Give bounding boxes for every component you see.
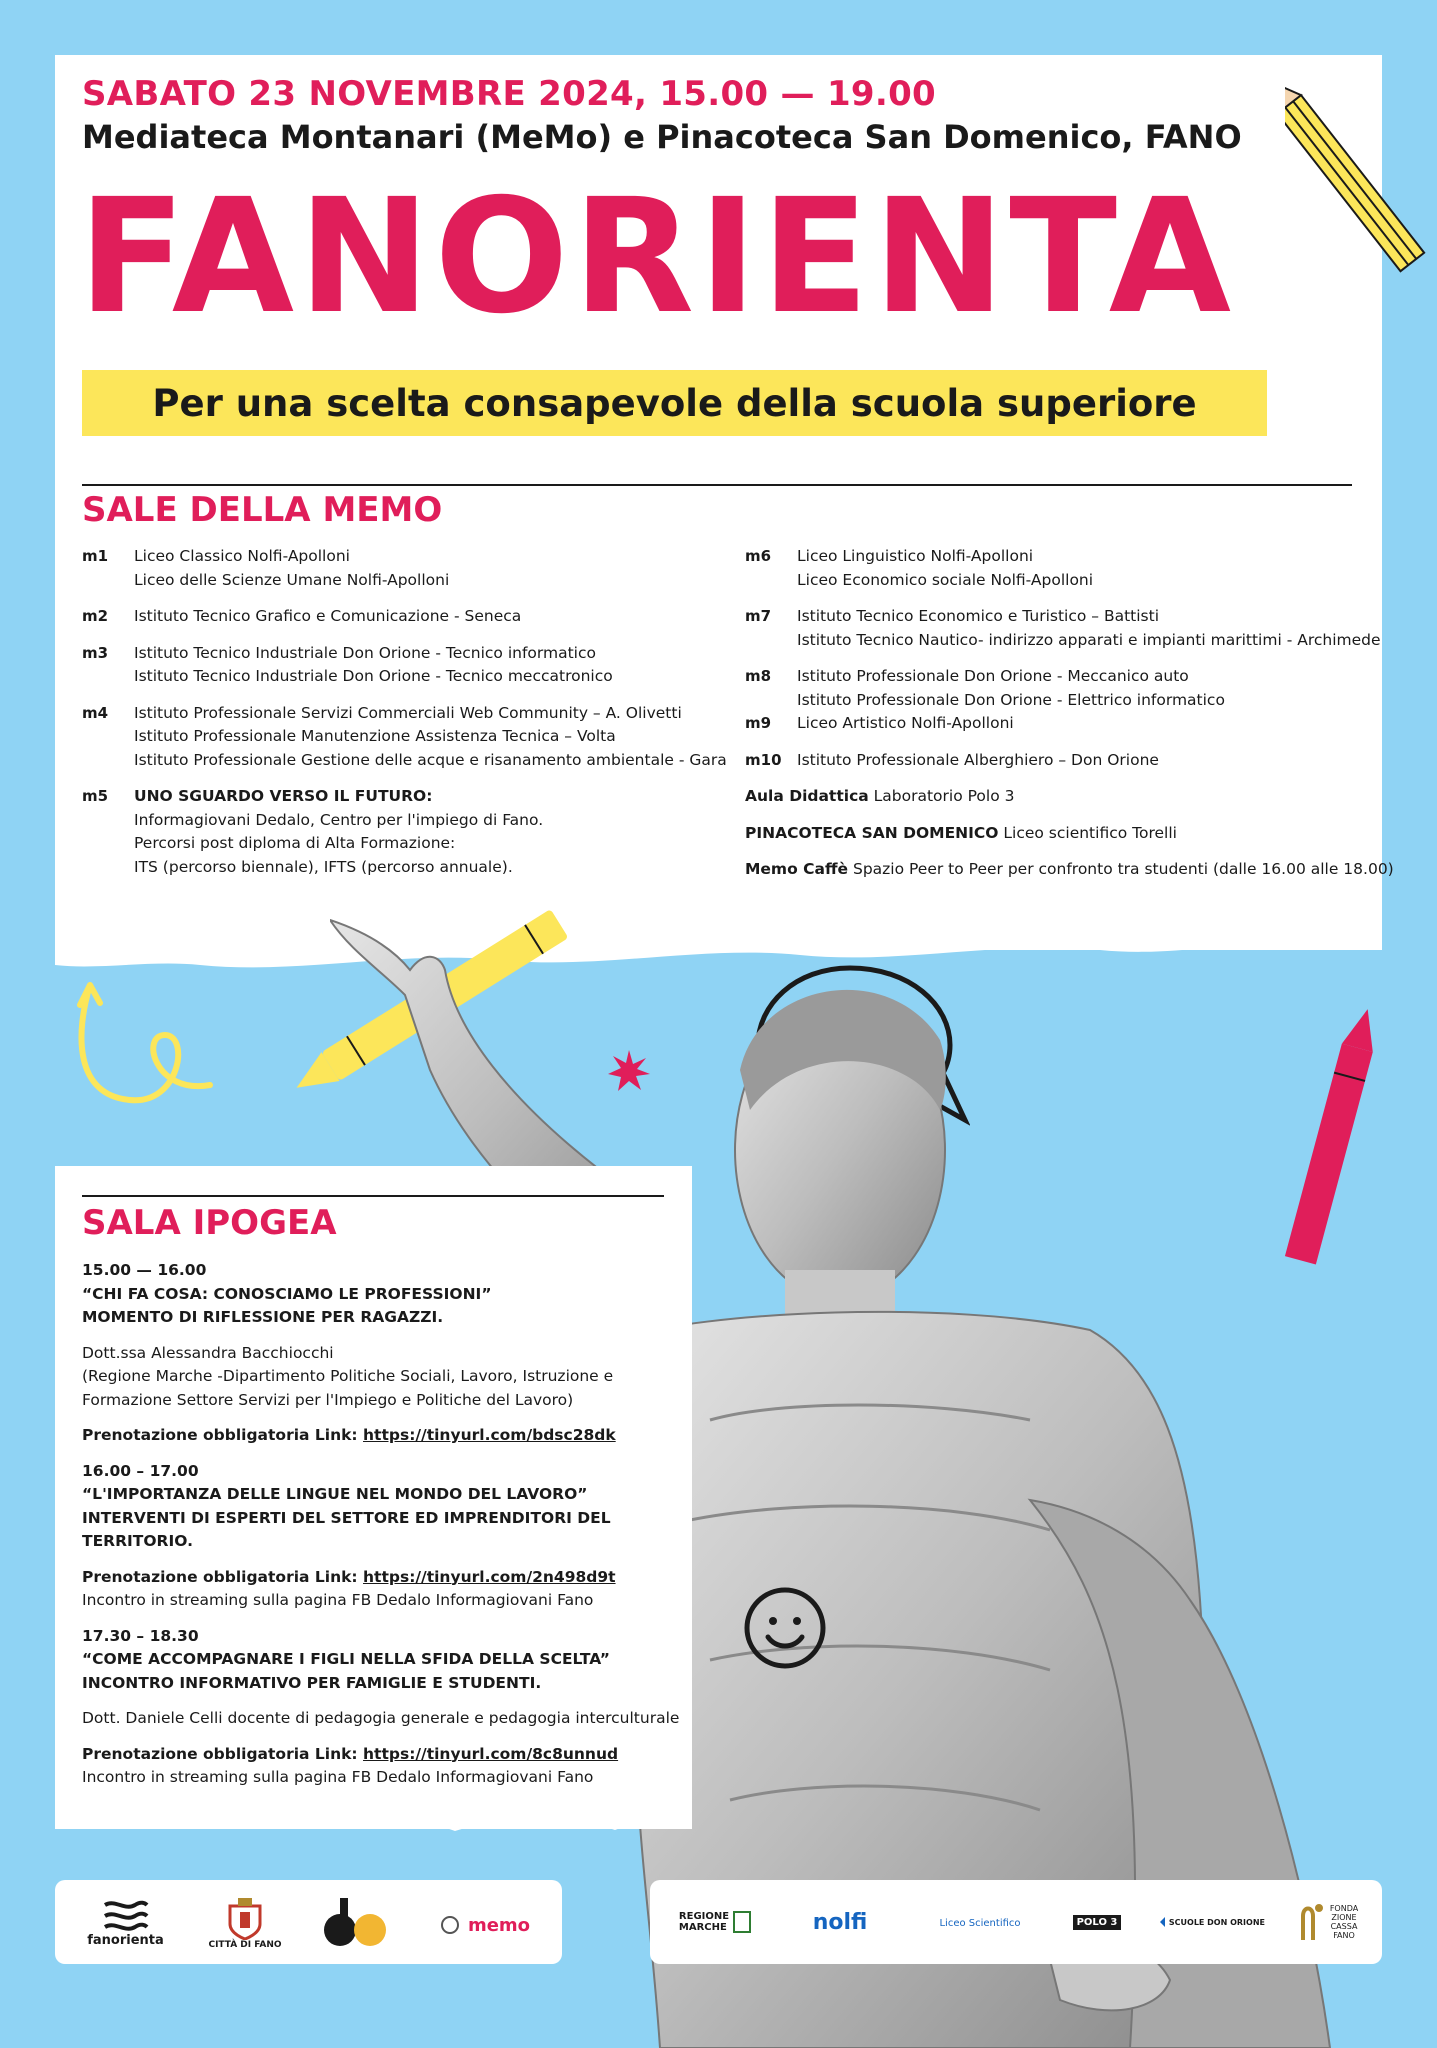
memo-list-right — [745, 545, 1394, 895]
list-item: m10 Istituto Professionale Alberghiero – Don Orione — [745, 750, 1159, 769]
session-1: 15.00 — 16.00 “CHI FA COSA: CONOSCIAMO LE PROFESSIONI” MOMENTO DI RIFLESSIONE PER RAGAZZI. — [82, 1261, 492, 1326]
ipogea-schedule: 15.00 — 16.00 “CHI FA COSA: CONOSCIAMO LE PROFESSIONI” MOMENTO DI RIFLESSIONE PER RAGAZZI. Dott.ssa Alessandra Bacchiocchi (Regione Marche -Dipartimento Politiche Sociali, Lavoro, Istruzione e Formazione Settore Servizi per l'Impiego e Politiche del Lavoro) Prenotazione obbligatoria Link: https://tinyurl.com/bdsc28dk 16.00 – 17.00 “L'IMPORTANZA DELLE LINGUE NEL MONDO DEL LAVORO” INTERVENTI DI ESPERTI DEL SETTORE ED IMPRENDITORI DEL TERRITORIO. Prenotazione obbligatoria Link: https://tinyurl.com/2n498d9t Incontro in streaming sulla pagina FB Dedalo Informagiovani Fano 17.30 – 18.30 “COME ACCOMPAGNARE I FIGLI NELLA SFIDA DELLA SCELTA” INCONTRO INFORMATIVO PER FAMIGLIE E STUDENTI. Dott. Daniele Celli docente di pedagogia generale e pedagogia interculturale Prenotazione obbligatoria Link: https://tinyurl.com/8c8unnud Incontro in streaming sulla pagina FB Dedalo Informagiovani Fano — [82, 1259, 682, 1802]
fanorienta-logo: fanorienta — [78, 1890, 173, 1956]
citta-di-fano-logo: CITTÀ DI FANO — [210, 1893, 280, 1955]
subtitle: Per una scelta consapevole della scuola superiore — [152, 382, 1197, 425]
memo-logo: memo — [430, 1905, 540, 1945]
event-date: SABATO 23 NOVEMBRE 2024, 15.00 — 19.00 — [82, 74, 936, 114]
list-item: m1 Liceo Classico Nolfi-Apolloni Liceo delle Scienze Umane Nolfi-Apolloni — [82, 547, 450, 589]
list-item: m6 Liceo Linguistico Nolfi-Apolloni Liceo Economico sociale Nolfi-Apolloni — [745, 547, 1094, 589]
list-item: m9 Liceo Artistico Nolfi-Apolloni — [745, 714, 1014, 732]
coat-of-arms-icon — [226, 1898, 264, 1940]
booking-link[interactable]: https://tinyurl.com/bdsc28dk — [363, 1426, 616, 1444]
don-orione-logo: SCUOLE DON ORIONE — [1160, 1905, 1265, 1939]
list-item: m5 UNO SGUARDO VERSO IL FUTURO: Informagiovani Dedalo, Centro per l'impiego di Fano. Percorsi post diploma di Alta Formazione: ITS (percorso biennale), IFTS (percorso annuale). — [82, 787, 544, 876]
list-item: m7 Istituto Tecnico Economico e Turistico – Battisti Istituto Tecnico Nautico- indirizzo apparati e impianti marittimi - Archimede — [745, 607, 1381, 649]
memo-list-left — [82, 545, 727, 892]
sale-memo-title: SALE DELLA MEMO — [82, 490, 443, 530]
polo3-logo: POLO 3 — [1062, 1905, 1132, 1939]
regione-marche-icon — [733, 1911, 751, 1933]
fondazione-logo: FONDA ZIONE CASSA FANO — [1295, 1895, 1365, 1949]
event-venue: Mediateca Montanari (MeMo) e Pinacoteca San Domenico, FANO — [82, 118, 1242, 156]
session-2: 16.00 – 17.00 “L'IMPORTANZA DELLE LINGUE NEL MONDO DEL LAVORO” INTERVENTI DI ESPERTI DEL SETTORE ED IMPRENDITORI DEL TERRITORIO. — [82, 1461, 611, 1550]
page-title: FANORIENTA — [78, 165, 1236, 349]
fondazione-icon — [1299, 1902, 1327, 1942]
memo-rule — [82, 484, 1352, 486]
list-item: Aula Didattica Laboratorio Polo 3 — [745, 787, 1015, 805]
booking-link[interactable]: https://tinyurl.com/2n498d9t — [363, 1567, 616, 1586]
smiley-icon — [742, 1585, 828, 1671]
ipogea-rule — [82, 1195, 664, 1197]
pencil-icon — [1285, 80, 1435, 310]
dedalo-logo — [315, 1893, 395, 1955]
dedalo-icon — [320, 1896, 390, 1952]
list-item: PINACOTECA SAN DOMENICO Liceo scientifico Torelli — [745, 823, 1177, 842]
list-item: m3 Istituto Tecnico Industriale Don Orione - Tecnico informatico Istituto Tecnico Industriale Don Orione - Tecnico meccatronico — [82, 643, 613, 685]
fanorienta-logo-icon — [103, 1899, 149, 1933]
list-item: m2 Istituto Tecnico Grafico e Comunicazione - Seneca — [82, 607, 522, 625]
loop-arrow-icon — [70, 975, 250, 1135]
booking-link[interactable]: https://tinyurl.com/8c8unnud — [363, 1744, 619, 1763]
liceo-scientifico-logo: Liceo Scientifico — [939, 1917, 1021, 1929]
list-item: m4 Istituto Professionale Servizi Commerciali Web Community – A. Olivetti Istituto Professionale Manutenzione Assistenza Tecnica – Volta Istituto Professionale Gestione delle acque e risanamento ambientale - Gara — [82, 703, 727, 769]
list-item: Memo Caffè Spazio Peer to Peer per confronto tra studenti (dalle 16.00 alle 18.00) — [745, 860, 1394, 878]
regione-marche-logo: REGIONE MARCHE — [675, 1900, 755, 1944]
ipogea-panel-torn-edge — [55, 1805, 692, 1845]
nolfi-logo: nolfi — [812, 1909, 868, 1935]
list-item: m8 Istituto Professionale Don Orione - Meccanico auto Istituto Professionale Don Orione - Elettrico informatico — [745, 667, 1225, 709]
session-3: 17.30 – 18.30 “COME ACCOMPAGNARE I FIGLI NELLA SFIDA DELLA SCELTA” INCONTRO INFORMATIVO PER FAMIGLIE E STUDENTI. — [82, 1626, 610, 1692]
subtitle-band — [82, 370, 1267, 436]
sala-ipogea-title: SALA IPOGEA — [82, 1203, 337, 1243]
seal-icon — [440, 1915, 460, 1935]
don-orione-icon — [1160, 1914, 1165, 1930]
